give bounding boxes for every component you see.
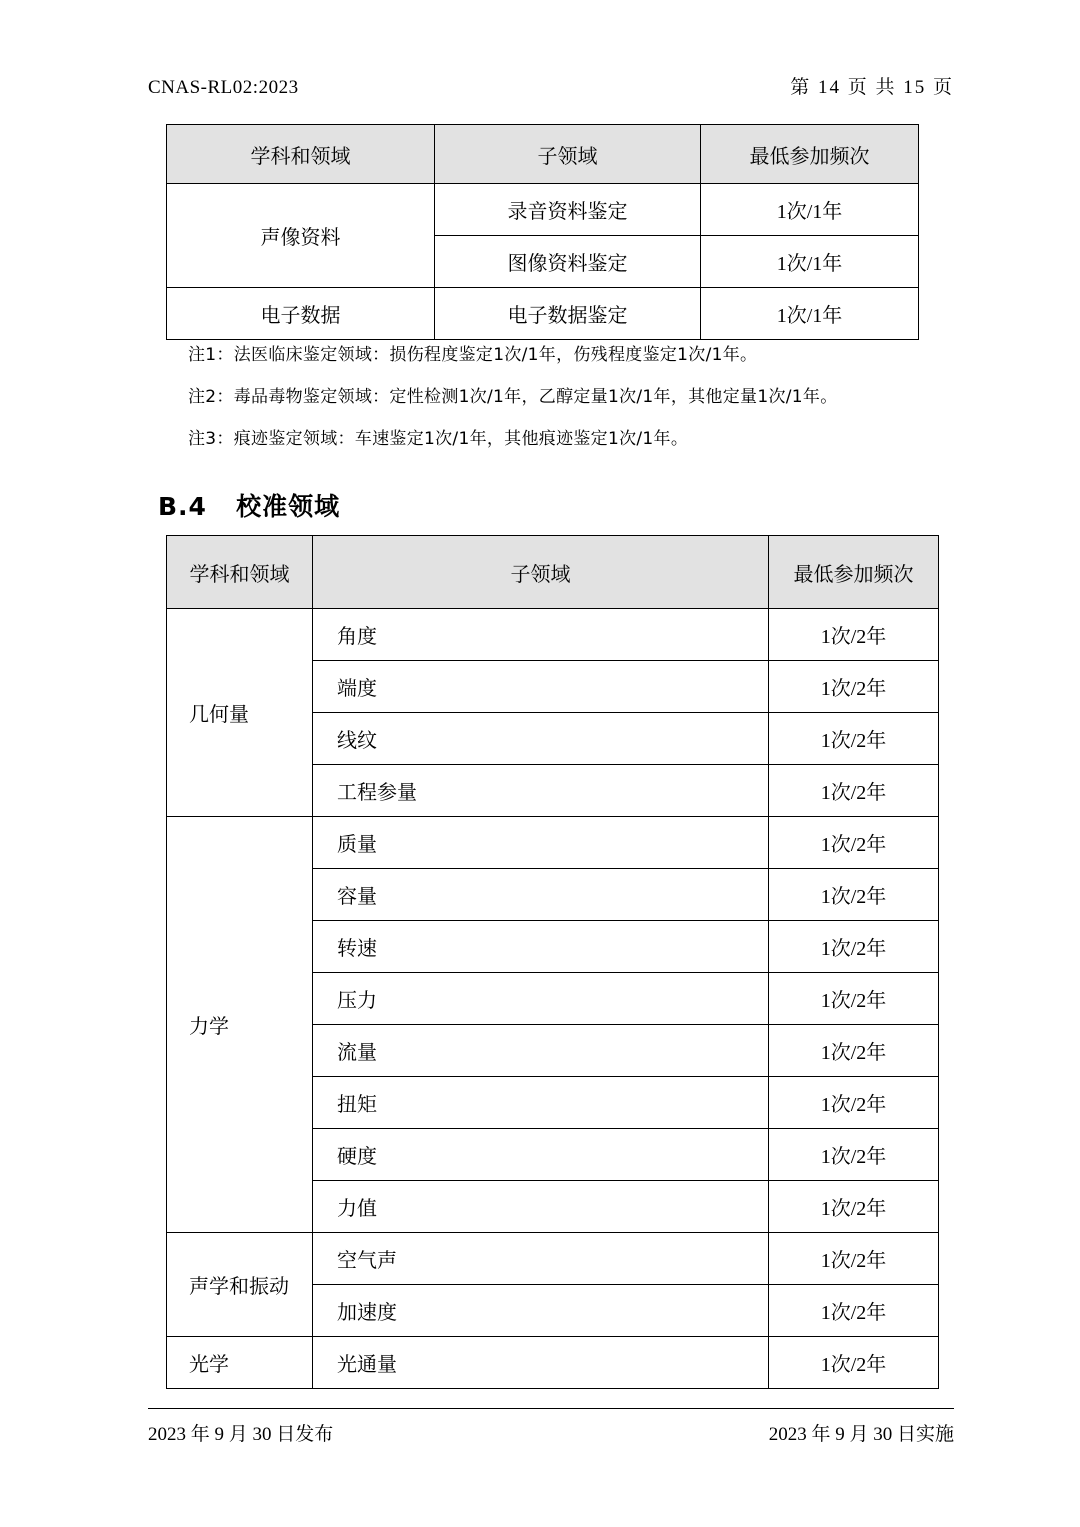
frequency-cell: 1次/2年 [769, 1337, 939, 1389]
frequency-cell: 1次/2年 [769, 713, 939, 765]
field-cell: 力学 [167, 817, 313, 1233]
table-header-row [167, 536, 939, 609]
calibration-fields-table [166, 535, 939, 1389]
column-header-subfield: 子领域 [435, 125, 701, 184]
frequency-cell: 1次/2年 [769, 973, 939, 1025]
note-item: 注2：毒品毒物鉴定领域：定性检测1次/1年，乙醇定量1次/1年，其他定量1次/1年。 [188, 387, 838, 407]
field-cell: 声像资料 [167, 184, 435, 288]
footer-effective-date: 2023 年 9 月 30 日实施 [768, 1424, 954, 1445]
subfield-cell: 力值 [313, 1181, 769, 1233]
column-header-subfield: 子领域 [313, 536, 769, 609]
table-row [167, 1233, 939, 1285]
section-title-text: 校准领域 [236, 492, 341, 521]
frequency-cell: 1次/2年 [769, 817, 939, 869]
subfield-cell: 角度 [313, 609, 769, 661]
page-header [148, 72, 954, 99]
document-code: CNAS-RL02:2023 [148, 77, 299, 98]
forensic-fields-table [166, 124, 919, 340]
page-number: 第 14 页 共 15 页 [790, 77, 954, 98]
frequency-cell: 1次/2年 [769, 609, 939, 661]
table-row [167, 609, 939, 661]
subfield-cell: 硬度 [313, 1129, 769, 1181]
subfield-cell: 容量 [313, 869, 769, 921]
field-cell: 电子数据 [167, 288, 435, 340]
frequency-cell: 1次/2年 [769, 1077, 939, 1129]
footer-issue-date: 2023 年 9 月 30 日发布 [148, 1424, 334, 1445]
subfield-cell: 图像资料鉴定 [435, 236, 701, 288]
subfield-cell: 压力 [313, 973, 769, 1025]
table-header-row [167, 125, 919, 184]
frequency-cell: 1次/2年 [769, 1129, 939, 1181]
frequency-cell: 1次/2年 [769, 1233, 939, 1285]
frequency-cell: 1次/1年 [701, 184, 919, 236]
subfield-cell: 录音资料鉴定 [435, 184, 701, 236]
frequency-cell: 1次/1年 [701, 236, 919, 288]
frequency-cell: 1次/2年 [769, 869, 939, 921]
frequency-cell: 1次/1年 [701, 288, 919, 340]
table-row [167, 1337, 939, 1389]
frequency-cell: 1次/2年 [769, 1285, 939, 1337]
page-footer [148, 1408, 954, 1446]
subfield-cell: 质量 [313, 817, 769, 869]
column-header-field: 学科和领域 [167, 125, 435, 184]
field-cell: 几何量 [167, 609, 313, 817]
column-header-frequency: 最低参加频次 [769, 536, 939, 609]
table-row [167, 817, 939, 869]
note-item: 注1：法医临床鉴定领域：损伤程度鉴定1次/1年，伤残程度鉴定1次/1年。 [188, 345, 758, 365]
section-heading [158, 487, 340, 523]
frequency-cell: 1次/2年 [769, 661, 939, 713]
column-header-field: 学科和领域 [167, 536, 313, 609]
subfield-cell: 工程参量 [313, 765, 769, 817]
subfield-cell: 线纹 [313, 713, 769, 765]
column-header-frequency: 最低参加频次 [701, 125, 919, 184]
table-row [167, 288, 919, 340]
field-cell: 光学 [167, 1337, 313, 1389]
section-number: B.4 [158, 492, 207, 521]
subfield-cell: 电子数据鉴定 [435, 288, 701, 340]
frequency-cell: 1次/2年 [769, 765, 939, 817]
subfield-cell: 转速 [313, 921, 769, 973]
subfield-cell: 流量 [313, 1025, 769, 1077]
table-row [167, 184, 919, 236]
subfield-cell: 空气声 [313, 1233, 769, 1285]
subfield-cell: 端度 [313, 661, 769, 713]
subfield-cell: 加速度 [313, 1285, 769, 1337]
table-notes [188, 340, 948, 466]
frequency-cell: 1次/2年 [769, 1181, 939, 1233]
subfield-cell: 扭矩 [313, 1077, 769, 1129]
subfield-cell: 光通量 [313, 1337, 769, 1389]
frequency-cell: 1次/2年 [769, 1025, 939, 1077]
frequency-cell: 1次/2年 [769, 921, 939, 973]
note-item: 注3：痕迹鉴定领域：车速鉴定1次/1年，其他痕迹鉴定1次/1年。 [188, 429, 689, 449]
field-cell: 声学和振动 [167, 1233, 313, 1337]
